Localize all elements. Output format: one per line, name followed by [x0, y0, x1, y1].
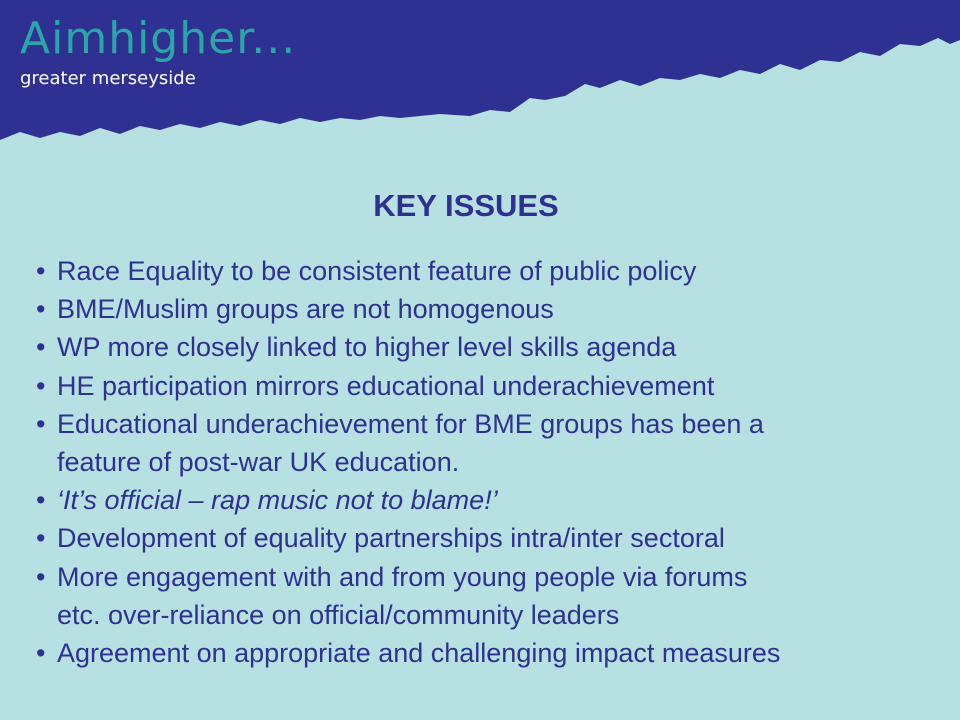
bullet-text-continuation: etc. over-reliance on official/community leaders	[57, 599, 620, 630]
bullet-item	[36, 481, 936, 519]
bullet-item	[36, 290, 936, 328]
bullet-item	[36, 634, 936, 672]
bullet-text: Educational underachievement for BME groups has been a	[57, 408, 764, 439]
logo-wordmark-rest: imhigher...	[51, 13, 297, 64]
slide-title: KEY ISSUES	[373, 188, 559, 223]
logo-wordmark-initial: A	[20, 13, 52, 64]
bullet-item	[36, 519, 936, 557]
bullet-item	[36, 367, 936, 405]
logo-wordmark	[20, 14, 296, 64]
bullet-item	[36, 558, 936, 634]
bullet-text: ‘It’s official – rap music not to blame!’	[57, 485, 498, 516]
aimhigher-logo	[20, 14, 296, 90]
bullet-text: HE participation mirrors educational underachievement	[57, 370, 715, 401]
bullet-text: BME/Muslim groups are not homogenous	[57, 294, 554, 325]
logo-subtitle: greater merseyside	[20, 68, 196, 89]
bullet-text: More engagement with and from young people via forums	[57, 561, 748, 592]
bullet-text: Development of equality partnerships intra/inter sectoral	[57, 523, 725, 554]
bullet-text-continuation: feature of post-war UK education.	[57, 447, 460, 478]
bullet-text: Agreement on appropriate and challenging impact measures	[57, 638, 781, 669]
bullet-item	[36, 405, 936, 481]
bullet-item	[36, 328, 936, 366]
bullet-item	[36, 252, 936, 290]
bullet-text: WP more closely linked to higher level skills agenda	[57, 332, 677, 363]
key-issues-list	[36, 252, 936, 672]
bullet-text: Race Equality to be consistent feature of public policy	[57, 256, 697, 286]
